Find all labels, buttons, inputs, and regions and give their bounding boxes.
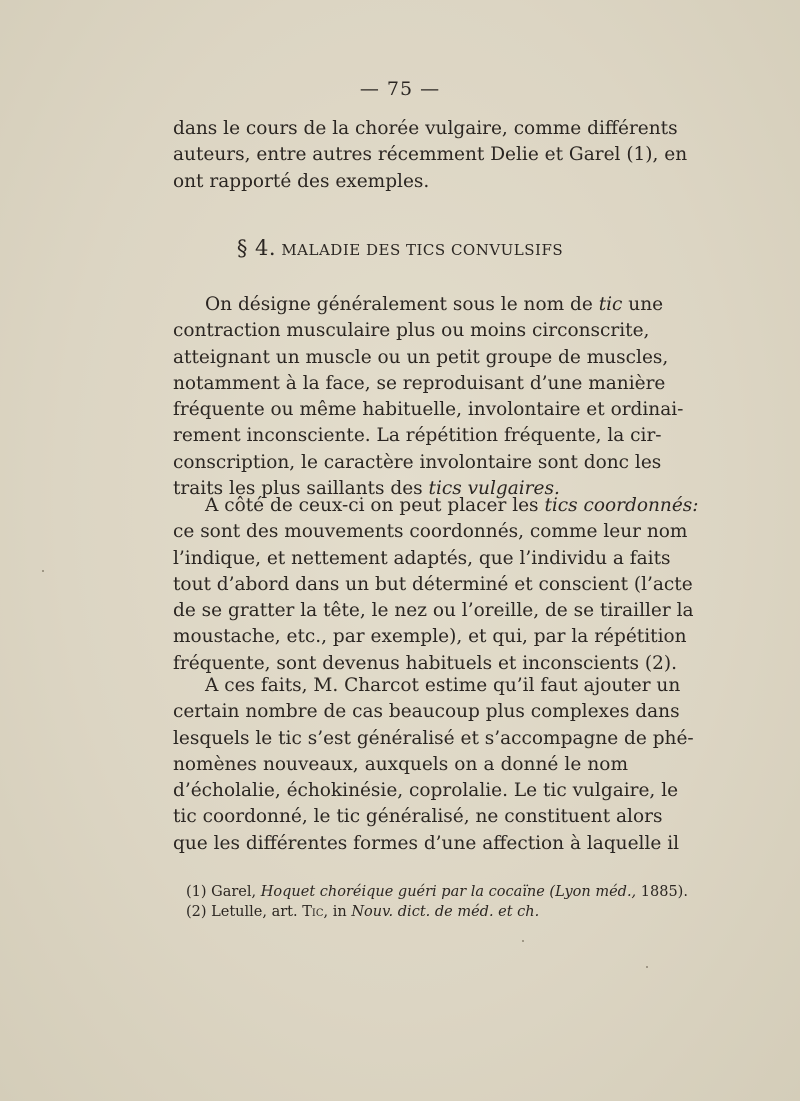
footnote-2 (186, 902, 626, 922)
paragraph-line: conscription, le caractère involontaire sont donc les (173, 451, 662, 473)
paragraph-line: tout d’abord dans un but déterminé et conscient (l’acte (173, 573, 693, 595)
paper-speck (42, 570, 44, 572)
italic-term: tic (598, 294, 623, 315)
paragraph-line: que les différentes formes d’une affection à laquelle il (173, 832, 680, 854)
paragraph-line: contraction musculaire plus ou moins circonscrite, (173, 320, 650, 342)
text-run: A côté de ceux-ci on peut placer les (205, 495, 545, 516)
paragraph-line: nomènes nouveaux, auxquels on a donné le nom (173, 753, 628, 775)
paragraph-line: atteignant un muscle ou un petit groupe de muscles, (173, 346, 669, 368)
text-run: traits les plus saillants des (173, 478, 429, 500)
paragraph-line: d’écholalie, échokinésie, coprolalie. Le tic vulgaire, le (173, 780, 679, 802)
text-run: in (328, 904, 352, 920)
paragraph-line (173, 292, 664, 318)
paper-speck (522, 940, 524, 942)
text-run: une (622, 294, 664, 315)
italic-term: tics vulgaires. (428, 478, 560, 500)
paper-speck (646, 966, 648, 968)
paragraph-line: A ces faits, M. Charcot estime qu’il faut ajouter un (205, 675, 681, 696)
footnotes (186, 882, 688, 922)
paragraph-line: de se gratter la tête, le nez ou l’oreille, de se tirailler la (173, 600, 694, 622)
paragraph-line: fréquente, sont devenus habituels et inconscients (2). (173, 652, 677, 674)
intro-paragraph (173, 116, 688, 195)
paragraph-charcot (173, 673, 694, 857)
text-run: On désigne généralement sous le nom de (205, 294, 599, 315)
text-run: 1885). (636, 884, 688, 900)
italic-term: Hoquet choréique guéri par la cocaïne (Lyon méd., (260, 884, 637, 900)
paragraph-line: tic coordonné, le tic généralisé, ne constituent alors (173, 806, 663, 828)
section-title: MALADIE DES TICS CONVULSIFS (281, 241, 564, 259)
paragraph-line: notamment à la face, se reproduisant d’une manière (173, 372, 666, 394)
paragraph-line (173, 493, 699, 519)
paragraph-line: l’indique, et nettement adaptés, que l’individu a faits (173, 547, 671, 569)
italic-term: tics coordonnés: (544, 495, 699, 516)
paragraph-line: fréquente ou même habituelle, involontaire et ordinai- (173, 399, 684, 421)
page-number: — 75 — (359, 78, 441, 100)
paragraph-tics-coordonnes (173, 493, 699, 677)
italic-term: Nouv. dict. de méd. et ch. (351, 904, 540, 920)
smallcaps-term: Tic, (302, 904, 329, 920)
intro-line: dans le cours de la chorée vulgaire, comme différents (173, 118, 678, 139)
paragraph-line: ce sont des mouvements coordonnés, comme leur nom (173, 521, 688, 543)
paragraph-tic-definition (173, 292, 684, 502)
paragraph-line: lesquels le tic s’est généralisé et s’accompagne de phé- (173, 727, 694, 749)
paragraph-line: rement inconsciente. La répétition fréquente, la cir- (173, 425, 662, 447)
paragraph-line: certain nombre de cas beaucoup plus complexes dans (173, 701, 680, 723)
text-run: (1) Garel, (186, 884, 261, 900)
section-symbol: § 4. (236, 236, 277, 260)
footnote-1 (186, 882, 688, 902)
section-heading (0, 236, 800, 260)
intro-line: auteurs, entre autres récemment Delie et Garel (1), en (173, 144, 688, 166)
text-run: (2) Letulle, art. (186, 904, 303, 920)
intro-line: ont rapporté des exemples. (173, 170, 430, 192)
paragraph-line: moustache, etc., par exemple), et qui, par la répétition (173, 626, 687, 648)
